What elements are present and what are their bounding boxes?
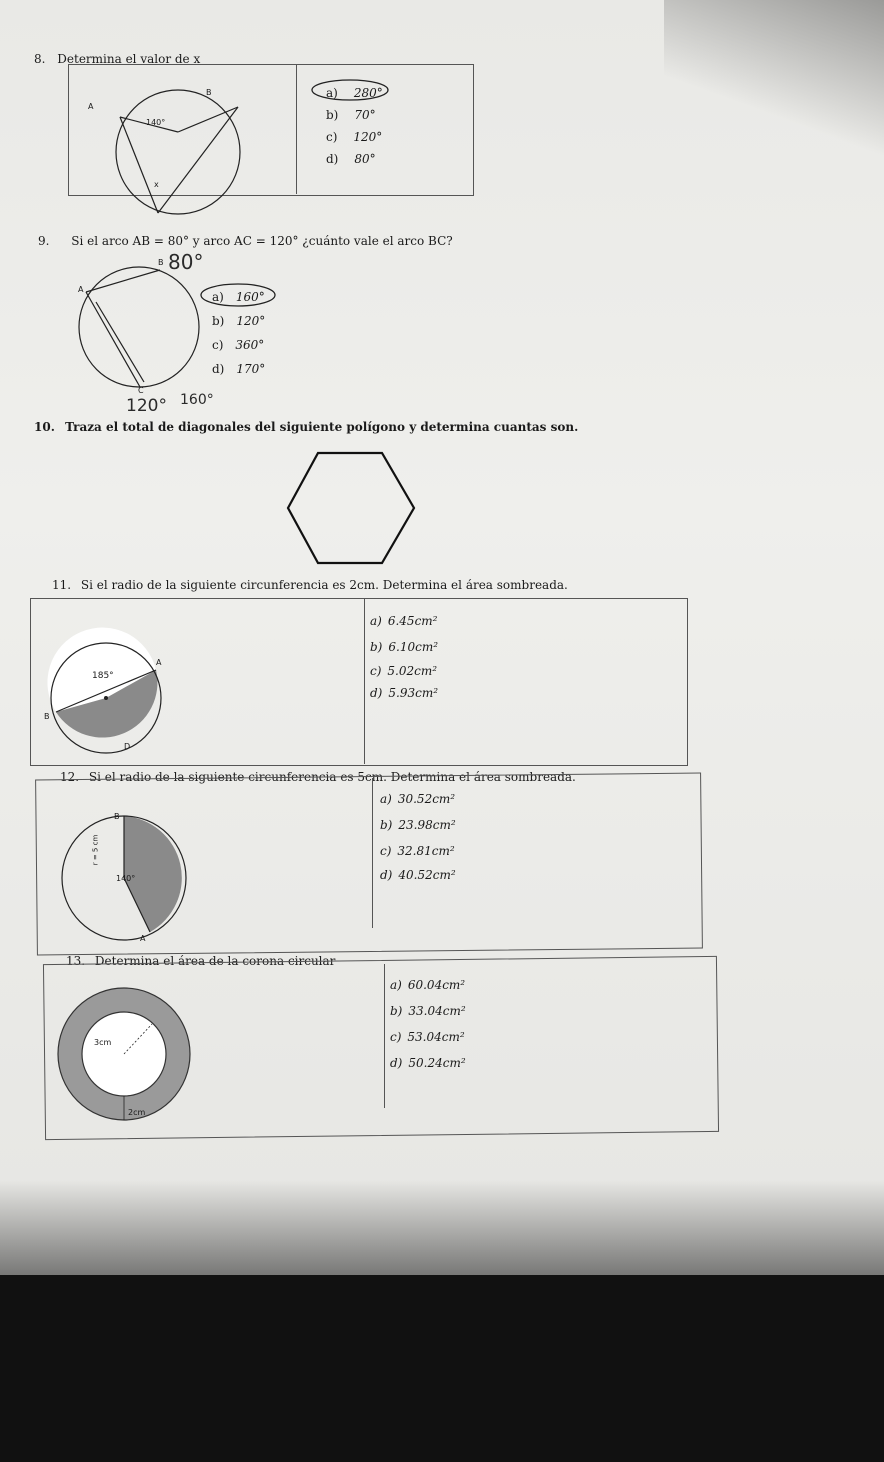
q12-option-c-value: 32.81cm² bbox=[397, 844, 455, 858]
q10-number: 10. bbox=[34, 420, 55, 434]
q9-option-d[interactable] bbox=[212, 362, 265, 376]
q12-point-a: A bbox=[140, 934, 146, 943]
q11-option-a[interactable] bbox=[370, 614, 437, 628]
q13-text: Determina el área de la corona circular bbox=[94, 954, 336, 968]
q9-option-a-letter: a) bbox=[212, 290, 224, 304]
q11-point-b: B bbox=[44, 712, 50, 721]
q10-text: Traza el total de diagonales del siguiente polígono y determina cuantas son. bbox=[65, 420, 579, 434]
q9-option-d-letter: d) bbox=[212, 362, 225, 376]
page-corner-shadow bbox=[664, 0, 884, 180]
q11-option-b[interactable] bbox=[370, 640, 438, 654]
q13-outer-radius-label: 3cm bbox=[94, 1038, 112, 1047]
q8-option-c[interactable] bbox=[326, 130, 382, 144]
q11-text: Si el radio de la siguiente circunferencia es 2cm. Determina el área sombreada. bbox=[80, 578, 568, 592]
q9-heading bbox=[38, 234, 453, 248]
q8-x-label: x bbox=[154, 180, 159, 189]
q12-option-c-letter: c) bbox=[380, 844, 392, 858]
q13-option-b-letter: b) bbox=[390, 1004, 403, 1018]
q11-number: 11. bbox=[52, 578, 72, 592]
q13-option-c-value: 53.04cm² bbox=[407, 1030, 465, 1044]
q11-option-d[interactable] bbox=[370, 686, 438, 700]
q9-point-b: B bbox=[158, 258, 164, 267]
q9-option-b[interactable] bbox=[212, 314, 265, 328]
q12-option-c[interactable] bbox=[380, 844, 455, 858]
q8-angle-label: 140° bbox=[146, 118, 166, 127]
q8-point-b: B bbox=[206, 88, 212, 97]
q10-heading bbox=[34, 420, 578, 434]
q9-handwritten-bottom-left: 120° bbox=[126, 396, 167, 416]
q11-option-b-letter: b) bbox=[370, 640, 383, 654]
q9-option-c[interactable] bbox=[212, 338, 264, 352]
q13-annulus-figure bbox=[54, 984, 194, 1124]
q12-option-b-letter: b) bbox=[380, 818, 393, 832]
q13-option-d[interactable] bbox=[390, 1056, 466, 1070]
q13-option-a-letter: a) bbox=[390, 978, 402, 992]
q8-option-c-value: 120° bbox=[353, 130, 383, 144]
q13-divider bbox=[384, 964, 385, 1108]
q8-option-b[interactable] bbox=[326, 108, 376, 122]
q12-option-d[interactable] bbox=[380, 868, 456, 882]
q11-point-d: D bbox=[124, 742, 131, 751]
q12-option-d-value: 40.52cm² bbox=[398, 868, 456, 882]
q13-option-b-value: 33.04cm² bbox=[408, 1004, 466, 1018]
q11-option-c-letter: c) bbox=[370, 664, 382, 678]
q11-option-d-letter: d) bbox=[370, 686, 383, 700]
q11-option-a-value: 6.45cm² bbox=[387, 614, 438, 628]
q13-inner-radius-label: 2cm bbox=[128, 1108, 146, 1117]
q11-option-c-value: 5.02cm² bbox=[387, 664, 438, 678]
q11-option-b-value: 6.10cm² bbox=[388, 640, 439, 654]
q12-option-d-letter: d) bbox=[380, 868, 393, 882]
q9-option-b-letter: b) bbox=[212, 314, 225, 328]
q13-option-a[interactable] bbox=[390, 978, 465, 992]
q8-option-c-letter: c) bbox=[326, 130, 338, 144]
q11-option-a-letter: a) bbox=[370, 614, 382, 628]
q12-angle-label: 140° bbox=[116, 874, 136, 883]
q13-option-d-letter: d) bbox=[390, 1056, 403, 1070]
q9-option-a-value: 160° bbox=[235, 290, 265, 304]
q9-circle-figure bbox=[74, 262, 204, 392]
q8-point-a: A bbox=[88, 102, 94, 111]
q12-option-b[interactable] bbox=[380, 818, 456, 832]
q9-point-c: C bbox=[138, 386, 144, 395]
q9-handwritten-bottom-right: 160° bbox=[180, 392, 214, 408]
q9-point-a: A bbox=[78, 285, 84, 294]
q12-option-b-value: 23.98cm² bbox=[398, 818, 456, 832]
q13-option-c[interactable] bbox=[390, 1030, 465, 1044]
q11-heading bbox=[52, 578, 568, 592]
q12-option-a-letter: a) bbox=[380, 792, 392, 806]
q11-point-a: A bbox=[156, 658, 162, 667]
q8-number: 8. bbox=[34, 52, 46, 66]
q13-option-d-value: 50.24cm² bbox=[408, 1056, 466, 1070]
q11-divider bbox=[364, 598, 365, 764]
q12-divider bbox=[372, 778, 373, 928]
q8-option-d-letter: d) bbox=[326, 152, 339, 166]
q9-option-c-value: 360° bbox=[235, 338, 265, 352]
q12-radius-label: r = 5 cm bbox=[91, 834, 100, 866]
q8-divider bbox=[296, 64, 297, 194]
q12-point-b: B bbox=[114, 812, 120, 821]
q8-option-d-value: 80° bbox=[354, 152, 376, 166]
q8-answer-circle bbox=[310, 78, 390, 102]
q12-text: Si el radio de la siguiente circunferencia es 5cm. Determina el área sombreada. bbox=[88, 770, 576, 784]
q11-option-d-value: 5.93cm² bbox=[388, 686, 439, 700]
q12-option-a[interactable] bbox=[380, 792, 455, 806]
q8-option-b-value: 70° bbox=[354, 108, 376, 122]
q9-text: Si el arco AB = 80° y arco AC = 120° ¿cuánto vale el arco BC? bbox=[71, 234, 453, 248]
q9-handwritten-top: 80° bbox=[168, 250, 204, 274]
q13-number: 13. bbox=[66, 954, 86, 968]
q13-option-c-letter: c) bbox=[390, 1030, 402, 1044]
q8-text: Determina el valor de x bbox=[57, 52, 201, 66]
q8-option-b-letter: b) bbox=[326, 108, 339, 122]
q11-angle-label: 185° bbox=[92, 671, 114, 681]
q12-circle-figure bbox=[40, 812, 180, 942]
q8-circle-figure bbox=[78, 72, 278, 202]
q10-hexagon bbox=[286, 450, 416, 568]
q9-answer-circle bbox=[200, 282, 276, 308]
q8-option-d[interactable] bbox=[326, 152, 376, 166]
q9-option-c-letter: c) bbox=[212, 338, 224, 352]
q11-option-c[interactable] bbox=[370, 664, 437, 678]
q9-number: 9. bbox=[38, 234, 50, 248]
q9-option-d-value: 170° bbox=[236, 362, 266, 376]
q12-option-a-value: 30.52cm² bbox=[397, 792, 456, 806]
q13-option-a-value: 60.04cm² bbox=[407, 978, 466, 992]
q8-option-a-letter: a) bbox=[326, 86, 338, 100]
q9-option-b-value: 120° bbox=[236, 314, 266, 328]
page-bottom-shadow bbox=[0, 1180, 884, 1275]
q12-number: 12. bbox=[60, 770, 80, 784]
q13-option-b[interactable] bbox=[390, 1004, 466, 1018]
q8-option-a-value: 280° bbox=[353, 86, 383, 100]
